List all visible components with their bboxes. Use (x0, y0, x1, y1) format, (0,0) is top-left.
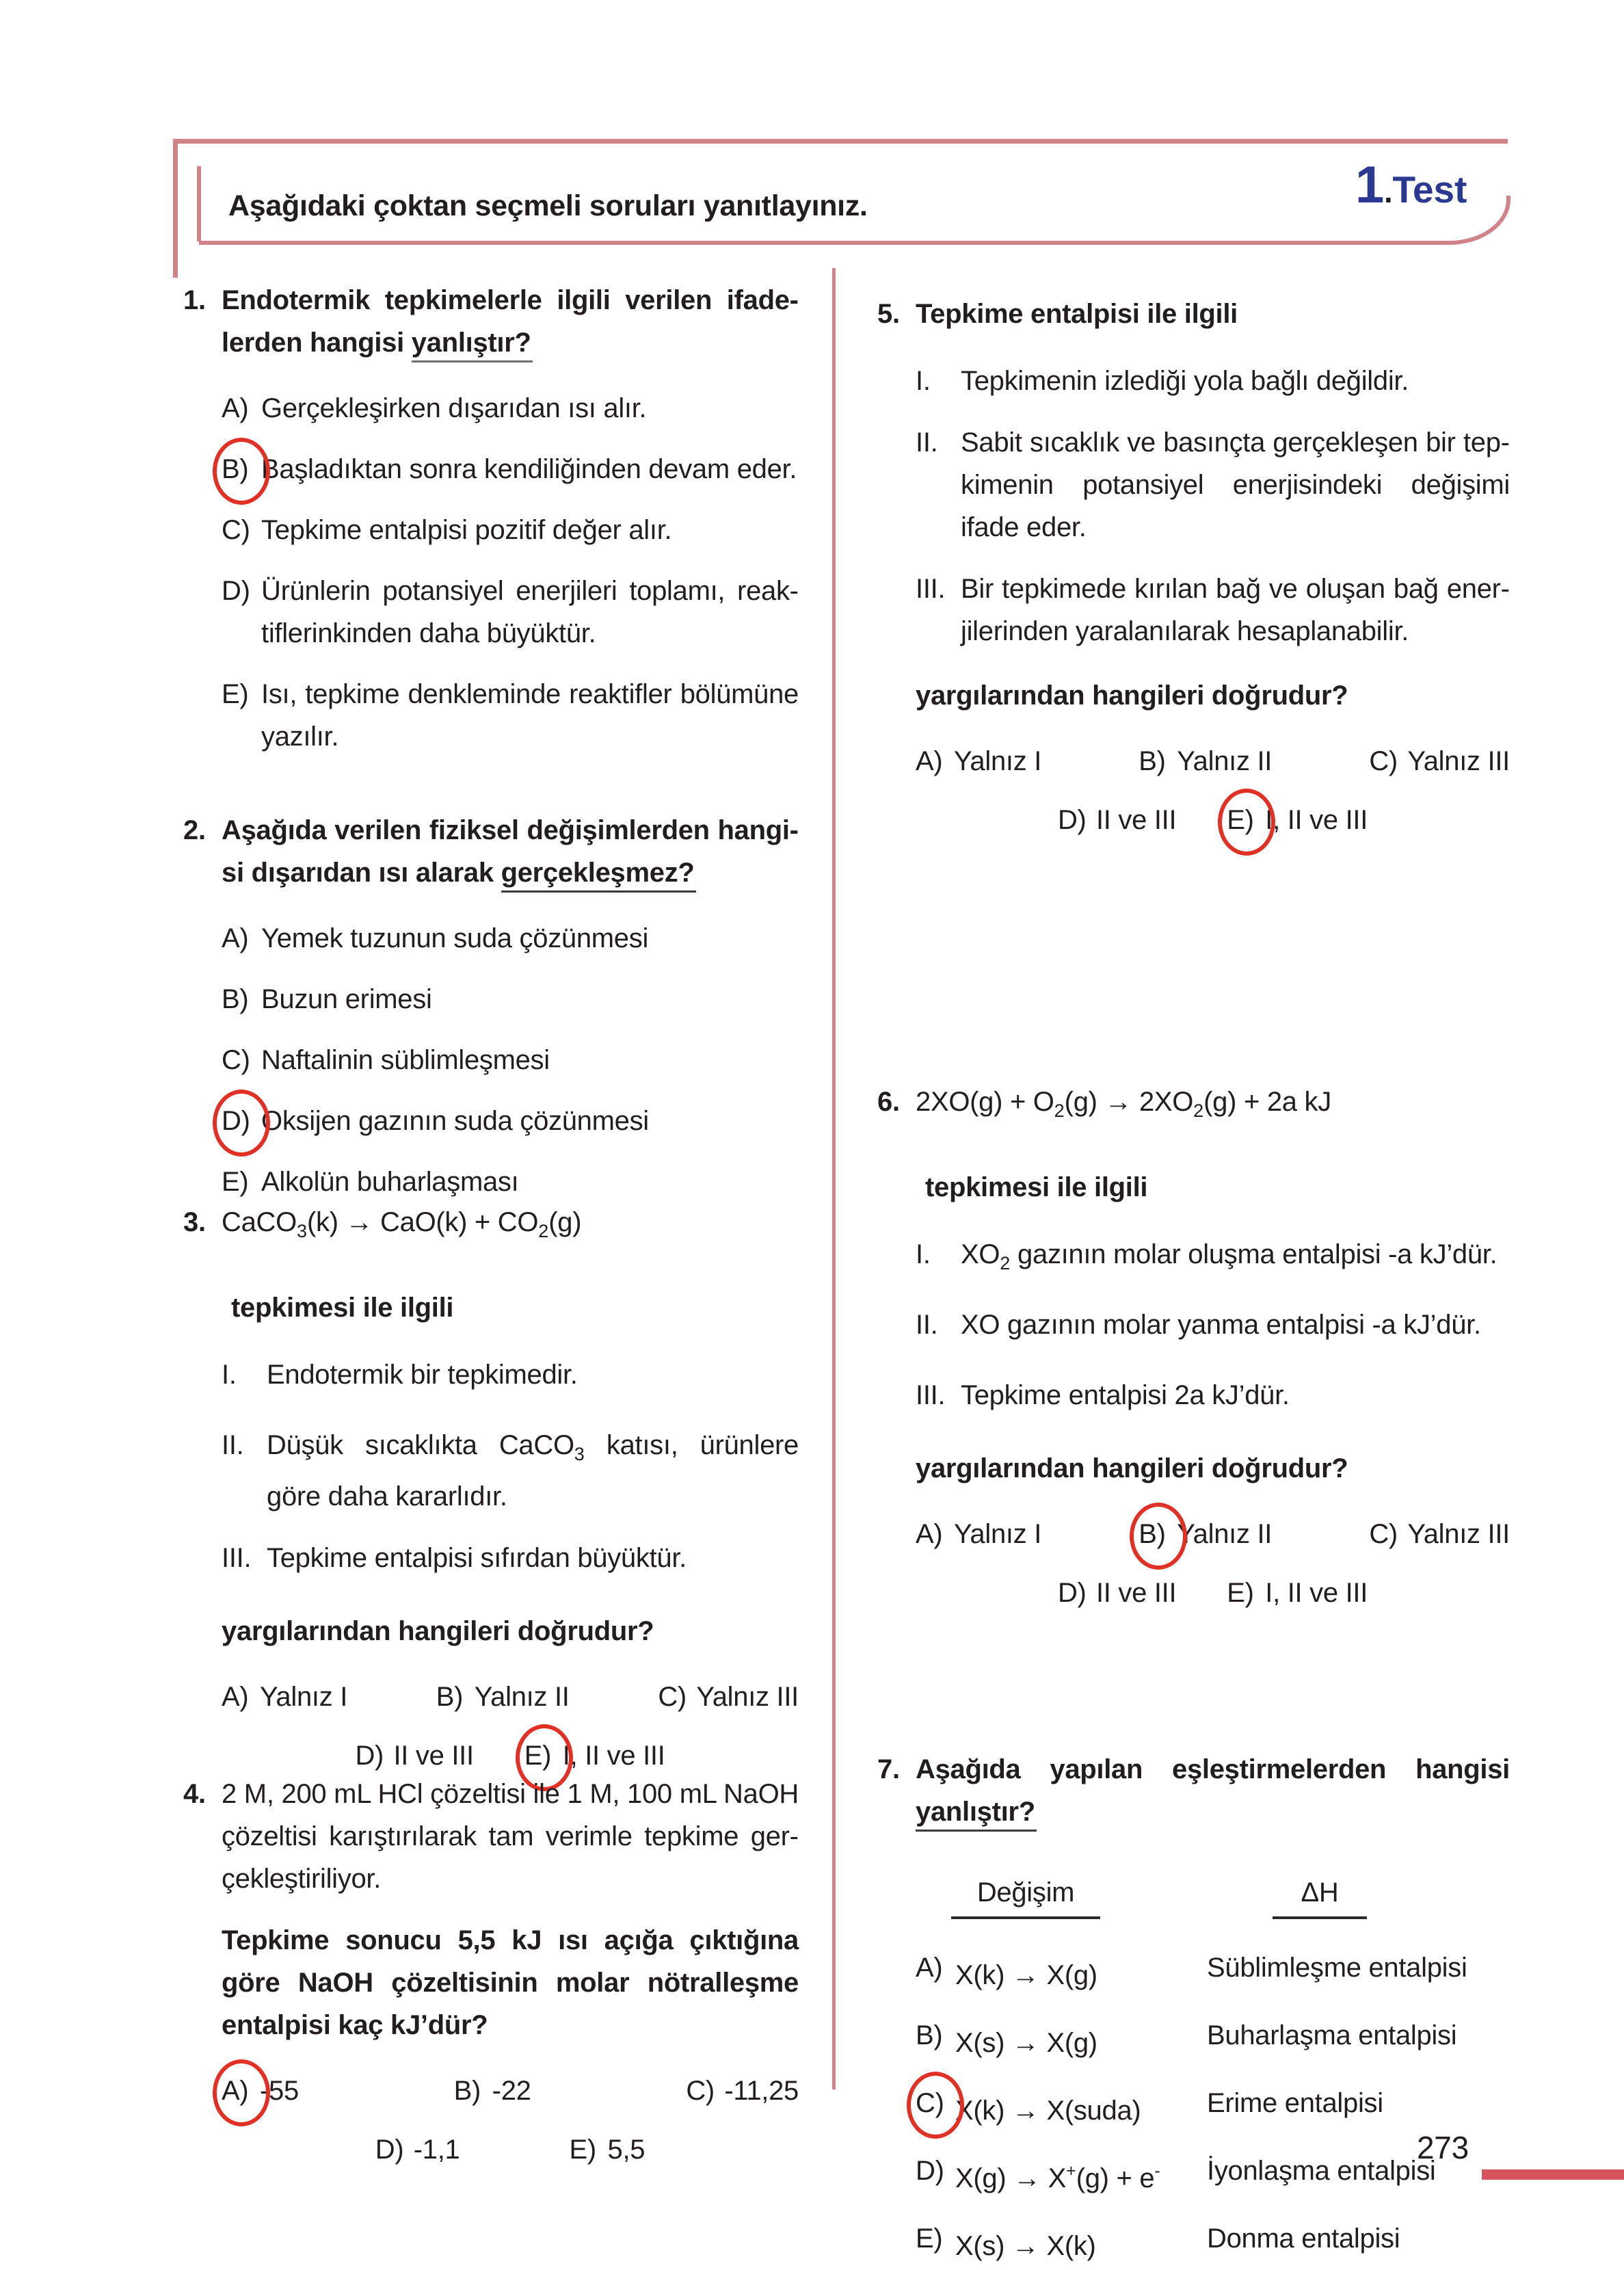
page-instruction: Aşağıdaki çoktan seçmeli soruları yanıtlayınız. (228, 189, 868, 222)
option-letter: D) (375, 2135, 404, 2165)
option-d (1058, 799, 1176, 841)
question-closing: yargılarından hangileri doğrudur? (916, 681, 1348, 711)
test-label: Test (1392, 168, 1467, 211)
option-letter: C) (1369, 1519, 1398, 1549)
option-text: I, II ve III (1265, 805, 1368, 835)
option-letter: D) (355, 1741, 384, 1771)
option-a (222, 1676, 347, 1718)
question-stem (916, 1748, 1510, 1833)
option-text: Yalnız III (1407, 746, 1510, 776)
page-number: 273 (1417, 2130, 1469, 2165)
options-list (222, 917, 799, 1203)
statement-1 (222, 1354, 799, 1405)
statement-label: II. (916, 1310, 938, 1340)
question-stem: Tepkime sonucu 5,5 kJ ısı açığa çıktığına göre NaOH çözeltisinin molar nötralleşme entalpisi kaç kJ’dür? (222, 1925, 799, 2040)
option-c (1369, 740, 1510, 782)
statement-3 (916, 568, 1510, 652)
option-d (355, 1734, 473, 1777)
option-b (1139, 1513, 1272, 1555)
subscript: 2 (1054, 1100, 1065, 1121)
question-number: 7. (877, 1754, 900, 1784)
option-text: I, II ve III (1265, 1578, 1368, 1608)
question-closing: yargılarından hangileri doğrudur? (916, 1453, 1348, 1483)
option-c (1369, 1513, 1510, 1555)
question-subtitle: tepkimesi ile ilgili (231, 1293, 454, 1323)
statement-text: Endotermik bir tepkimedir. (267, 1360, 578, 1390)
option-letter: C) (658, 1682, 687, 1712)
statement-text: XO gazının molar yanma entalpisi -a kJ’dür. (961, 1310, 1481, 1340)
statement-text: $XO_2$ gazının molar oluşma entalpisi -a kJ’dür. (961, 1239, 1497, 1273)
option-letter: A) (916, 1519, 943, 1549)
option-a (222, 387, 799, 430)
formula-text: (g) → 2XO (1064, 1087, 1194, 1117)
row-enthalpy-label: Erime entalpisi (1207, 2088, 1383, 2118)
question-number: 4. (183, 1779, 206, 1809)
question-number: 1. (183, 285, 206, 315)
row-formula: X(k) → X(suda) (955, 2096, 1141, 2126)
option-text: Başladıktan sonra kendiliğinden devam eder. (261, 454, 797, 484)
subscript: 3 (296, 1221, 307, 1241)
option-text: Yalnız II (474, 1682, 570, 1712)
option-letter: B) (222, 448, 261, 490)
option-letter: D) (1057, 1578, 1087, 1608)
option-text: Oksijen gazının suda çözünmesi (261, 1106, 649, 1136)
option-e (1227, 1572, 1368, 1614)
options-row-2 (916, 799, 1510, 841)
row-enthalpy-label: Süblimleşme entalpisi (1207, 1953, 1467, 1983)
table-row (916, 2082, 1510, 2132)
option-letter: A) (222, 393, 249, 423)
option-text: II ve III (1095, 805, 1177, 835)
formula-text: 2XO(g) + O (916, 1087, 1054, 1117)
option-letter: E) (916, 2223, 943, 2254)
option-e (222, 1161, 799, 1203)
question-4 (183, 1773, 799, 2171)
option-letter: E) (1227, 799, 1265, 841)
row-formula: X(k) → X(g) (955, 1960, 1097, 1990)
formula-text: (g) + 2a kJ (1203, 1087, 1331, 1117)
subscript: 2 (1193, 1100, 1204, 1121)
stem-text: Aşağıda yapılan eşleştirmelerden hangisi (916, 1754, 1510, 1784)
option-e (1227, 799, 1368, 841)
option-letter: A) (916, 1953, 943, 1983)
test-badge (1355, 156, 1467, 214)
statement-2 (222, 1424, 799, 1518)
statement-text: Sabit sıcaklık ve basınçta gerçekleşen bir tepkimenin potansiyel enerjisindeki değişimi ifade eder. (961, 427, 1510, 542)
option-a (916, 1513, 1041, 1555)
option-text: I, II ve III (562, 1741, 665, 1771)
option-letter: C) (222, 515, 250, 545)
row-formula: X(g) → X+(g) + e- (955, 2161, 1160, 2193)
option-text: Yalnız I (954, 746, 1042, 776)
statement-3 (222, 1537, 799, 1588)
options-row-1 (916, 740, 1510, 782)
option-c (222, 509, 799, 551)
option-text: -11,25 (724, 2076, 799, 2106)
column-divider (832, 268, 836, 2089)
statement-text: Tepkimenin izlediği yola bağlı değildir. (961, 366, 1409, 396)
column-header-dh: ΔH (1273, 1871, 1367, 1919)
statement-text: Tepkime entalpisi 2a kJ’dür. (961, 1380, 1290, 1410)
formula-text: (g) (548, 1207, 582, 1237)
stem-text: Aşağıda verilen fiziksel değişimlerden hangisi dışarıdan ısı alarak (222, 815, 799, 888)
option-text: Yalnız II (1177, 746, 1273, 776)
option-text: Gerçekleşirken dışarıdan ısı alır. (261, 393, 647, 423)
question-5 (877, 293, 1510, 841)
statement-2 (916, 421, 1510, 549)
subscript: 3 (574, 1444, 585, 1464)
option-letter: E) (569, 2135, 596, 2165)
subscript: 2 (1000, 1253, 1011, 1273)
statement-label: II. (916, 427, 938, 458)
option-letter: A) (222, 2070, 260, 2112)
statement-2 (916, 1304, 1510, 1355)
option-c (222, 1039, 799, 1081)
option-text: Yalnız II (1177, 1519, 1273, 1549)
option-letter: C) (222, 1045, 250, 1075)
question-stem (222, 279, 799, 364)
option-letter: C) (1369, 746, 1398, 776)
question-stem: Tepkime entalpisi ile ilgili (916, 299, 1238, 329)
options-row-1 (916, 1513, 1510, 1555)
option-letter: B) (436, 1682, 464, 1712)
statement-label: III. (222, 1543, 252, 1573)
row-enthalpy-label: Buharlaşma entalpisi (1207, 2020, 1457, 2050)
option-b (222, 448, 799, 490)
option-b (1139, 740, 1272, 782)
footer-accent-bar (1482, 2169, 1624, 2180)
question-number: 6. (877, 1087, 900, 1117)
option-e (222, 673, 799, 758)
options-row-1 (222, 1676, 799, 1718)
option-b (222, 978, 799, 1020)
superscript: + (1066, 2161, 1076, 2180)
option-letter: A) (222, 923, 249, 953)
option-letter: A) (916, 746, 943, 776)
option-letter: A) (222, 1682, 249, 1712)
question-2 (183, 809, 799, 1203)
reaction-equation (916, 1081, 1510, 1132)
question-number: 2. (183, 815, 206, 845)
option-d (222, 570, 799, 655)
option-letter: D) (222, 1100, 261, 1142)
statement-label: III. (916, 574, 946, 604)
statement-label: I. (916, 366, 931, 396)
test-separator: . (1383, 174, 1393, 209)
option-text: II ve III (1095, 1578, 1177, 1608)
option-d (1058, 1572, 1176, 1614)
question-6 (877, 1081, 1510, 1614)
stem-underlined-word: gerçekleşmez? (501, 858, 696, 893)
option-text: Buzun erimesi (261, 984, 432, 1014)
option-text: II ve III (393, 1741, 474, 1771)
option-b (436, 1676, 570, 1718)
question-number: 3. (183, 1207, 206, 1237)
option-text: Yalnız I (954, 1519, 1042, 1549)
row-formula: X(s) → X(g) (955, 2028, 1097, 2058)
question-paragraph: 2 M, 200 mL HCl çözeltisi ile 1 M, 100 mL NaOH çözeltisi karıştırılarak tam verimle tepkime gerçekleştiriliyor. (222, 1779, 799, 1894)
option-c (686, 2070, 799, 2112)
stem-text: Endotermik tepkimelerle ilgili verilen ifadelerden hangisi (222, 285, 799, 358)
option-letter: E) (1227, 1578, 1254, 1608)
question-7 (877, 1748, 1510, 2267)
table-header (916, 1871, 1510, 1919)
option-a (222, 917, 799, 960)
option-letter: B) (1139, 1513, 1177, 1555)
option-d (375, 2128, 460, 2171)
formula-text: (k) → CaO(k) + CO (306, 1207, 539, 1237)
option-letter: C) (686, 2076, 715, 2106)
option-text: -22 (492, 2076, 531, 2106)
option-text: Tepkime entalpisi pozitif değer alır. (261, 515, 672, 545)
option-text: Isı, tepkime denkleminde reaktifler bölümüne yazılır. (261, 679, 799, 752)
option-c (658, 1676, 799, 1718)
column-header-change: Değişim (951, 1871, 1100, 1919)
option-letter: D) (222, 576, 250, 606)
option-text: Yalnız I (260, 1682, 348, 1712)
statements-list (916, 1233, 1510, 1425)
option-text: -55 (260, 2076, 299, 2106)
option-text: Ürünlerin potansiyel enerjileri toplamı, reaktiflerinkinden daha büyüktür. (261, 576, 799, 648)
stem-underlined-word: yanlıştır? (916, 1797, 1037, 1832)
question-number: 5. (877, 299, 900, 329)
row-enthalpy-label: Donma entalpisi (1207, 2223, 1400, 2254)
options-row-2 (222, 1734, 799, 1777)
row-enthalpy-label: İyonlaşma entalpisi (1207, 2156, 1436, 2186)
option-b (454, 2070, 531, 2112)
options-list (222, 387, 799, 758)
statement-text: Düşük sıcaklıkta CaCO$_3$ katısı, ürünlere göre daha kararlıdır. (267, 1430, 799, 1512)
options-row-1 (222, 2070, 799, 2112)
statement-text: Bir tepkimede kırılan bağ ve oluşan bağ enerjilerinden yaralanılarak hesaplanabilir. (961, 574, 1510, 646)
option-a (222, 2070, 299, 2112)
option-letter: B) (1139, 746, 1166, 776)
option-letter: D) (1057, 805, 1087, 835)
option-text: Yalnız III (1407, 1519, 1510, 1549)
table-row (916, 2014, 1510, 2064)
option-letter: C) (916, 2082, 955, 2132)
option-text: Alkolün buharlaşması (261, 1167, 519, 1197)
option-text: Yemek tuzunun suda çözünmesi (261, 923, 649, 953)
option-letter: E) (524, 1734, 563, 1777)
option-letter: B) (453, 2076, 481, 2106)
option-e (524, 1734, 665, 1777)
test-number: 1 (1355, 156, 1384, 214)
frame-left-line (173, 139, 178, 278)
option-letter: E) (222, 679, 249, 709)
options-row-2 (916, 1572, 1510, 1614)
statement-3 (916, 1374, 1510, 1425)
option-d (222, 1100, 799, 1142)
option-text: Naftalinin süblimleşmesi (261, 1045, 550, 1075)
option-e (570, 2128, 645, 2171)
table-row (916, 2217, 1510, 2267)
statement-label: I. (222, 1360, 237, 1390)
statement-text: Tepkime entalpisi sıfırdan büyüktür. (267, 1543, 687, 1573)
option-text: Yalnız III (696, 1682, 799, 1712)
statements-list (222, 1354, 799, 1588)
question-closing: yargılarından hangileri doğrudur? (222, 1616, 654, 1646)
option-letter: D) (916, 2156, 944, 2186)
option-a (916, 740, 1041, 782)
statement-1 (916, 360, 1510, 402)
question-stem (222, 809, 799, 894)
reaction-equation (222, 1201, 799, 1252)
subscript: 2 (538, 1221, 549, 1241)
options-row-2 (222, 2128, 799, 2171)
match-rows (916, 1946, 1510, 2267)
question-3 (183, 1201, 799, 1777)
frame-top-line (173, 139, 1508, 144)
option-letter: B) (916, 2020, 943, 2050)
option-letter: B) (222, 984, 249, 1014)
statement-label: II. (222, 1430, 244, 1460)
row-formula: X(s) → X(k) (955, 2231, 1096, 2261)
statement-1 (916, 1233, 1510, 1284)
statements-list (916, 360, 1510, 652)
table-row (916, 1946, 1510, 1996)
question-1 (183, 279, 799, 758)
formula-text: CaCO (222, 1207, 297, 1237)
option-text: -1,1 (413, 2135, 460, 2165)
superscript: - (1154, 2161, 1160, 2180)
statement-label: I. (916, 1239, 931, 1269)
option-letter: E) (222, 1167, 249, 1197)
question-subtitle: tepkimesi ile ilgili (925, 1172, 1148, 1202)
statement-label: III. (916, 1380, 946, 1410)
option-text: 5,5 (607, 2135, 645, 2165)
stem-underlined-word: yanlıştır? (412, 328, 533, 362)
